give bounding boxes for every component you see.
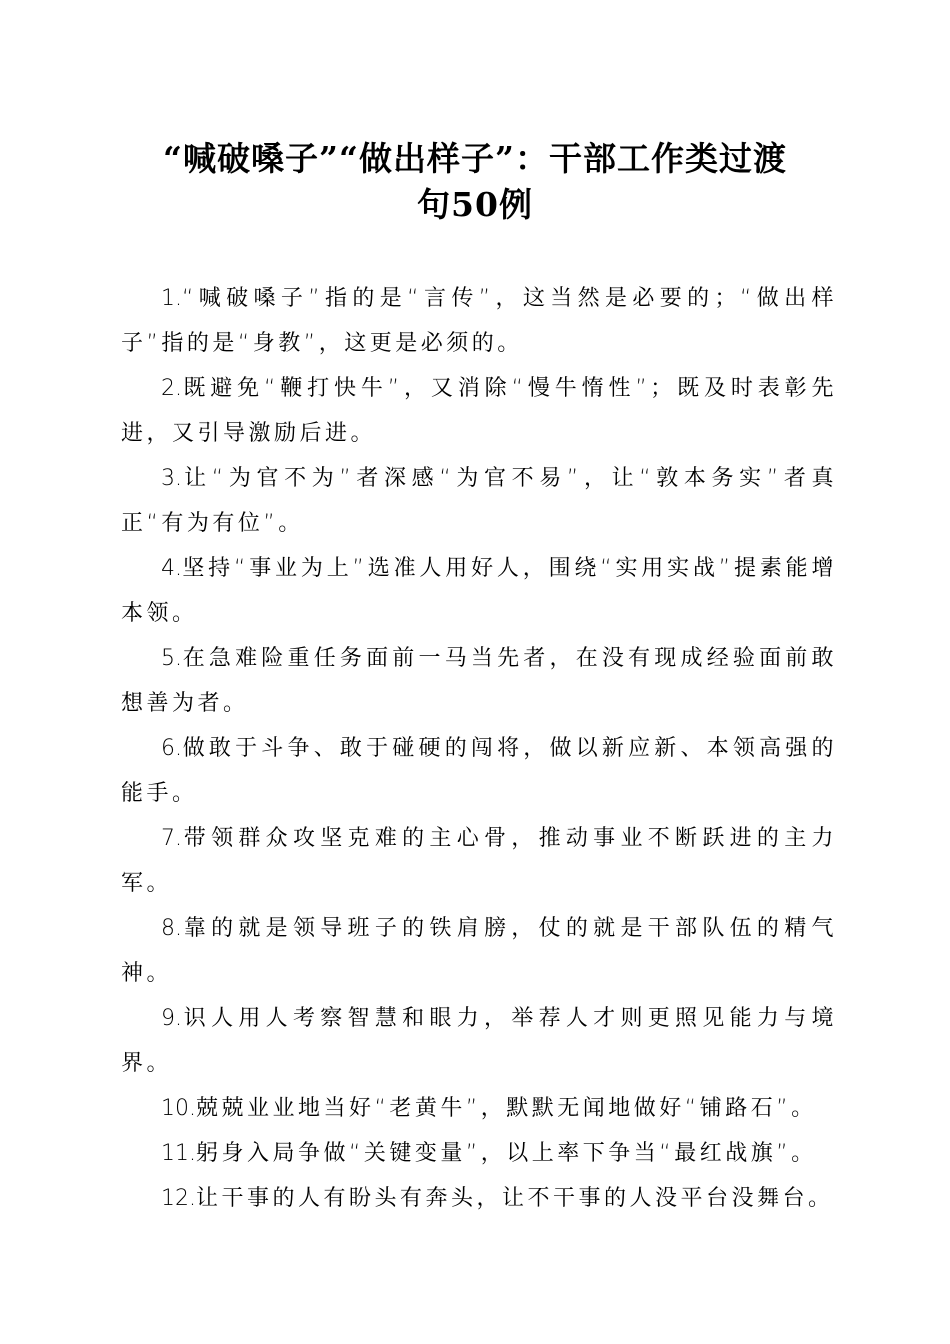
list-item [121,906,837,996]
item-text: “喊破嗓子”指的是“言传”，这当然是必要的；“做出样子”指的是“身教”，这更是必须的。 [121,286,837,356]
list-item [121,546,837,636]
item-text: 带领群众攻坚克难的主心骨，推动事业不断跃进的主力军。 [121,826,837,896]
list-item [121,276,837,366]
item-text: 既避免“鞭打快牛”，又消除“慢牛惰性”；既及时表彰先进，又引导激励后进。 [121,376,837,446]
list-item [121,1131,837,1176]
item-number: 3. [161,466,182,491]
item-number: 10. [161,1096,196,1121]
item-text: 让干事的人有盼头有奔头，让不干事的人没平台没舞台。 [196,1186,834,1211]
document-title [120,136,830,228]
document-body [121,276,837,1221]
item-text: 躬身入局争做“关键变量”，以上率下争当“最红战旗”。 [196,1141,817,1166]
item-text: 在急难险重任务面前一马当先者，在没有现成经验面前敢想善为者。 [121,646,837,716]
list-item [121,1086,837,1131]
item-text: 兢兢业业地当好“老黄牛”，默默无闻地做好“铺路石”。 [196,1096,817,1121]
item-number: 1. [161,286,182,311]
item-number: 7. [161,826,182,851]
list-item [121,726,837,816]
item-text: 坚持“事业为上”选准人用好人，围绕“实用实战”提素能增本领。 [121,556,837,626]
item-text: 靠的就是领导班子的铁肩膀，仗的就是干部队伍的精气神。 [121,916,837,986]
list-item [121,636,837,726]
item-number: 6. [161,736,182,761]
item-text: 让“为官不为”者深感“为官不易”，让“敦本务实”者真正“有为有位”。 [121,466,837,536]
title-line-2: 句50例 [417,185,533,224]
item-number: 12. [161,1186,196,1211]
item-number: 8. [161,916,182,941]
list-item [121,816,837,906]
item-number: 9. [161,1006,182,1031]
title-line-1: “喊破嗓子”“做出样子”：干部工作类过渡 [163,139,787,178]
item-text: 识人用人考察智慧和眼力，举荐人才则更照见能力与境界。 [121,1006,837,1076]
item-number: 4. [161,556,182,581]
list-item [121,996,837,1086]
list-item [121,1176,837,1221]
item-number: 2. [161,376,182,401]
list-item [121,456,837,546]
item-number: 5. [161,646,182,671]
item-text: 做敢于斗争、敢于碰硬的闯将，做以新应新、本领高强的能手。 [121,736,837,806]
list-item [121,366,837,456]
item-number: 11. [161,1141,196,1166]
